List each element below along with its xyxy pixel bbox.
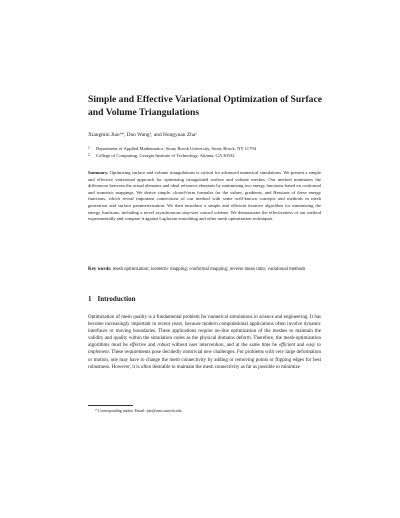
affiliation-text: College of Computing, Georgia Institute of Technology, Atlanta, GA 30332 — [96, 153, 235, 158]
emphasis-efficient: efficient — [279, 343, 296, 349]
introduction-paragraph — [88, 314, 321, 371]
paper-title: Simple and Effective Variational Optimization of Surface and Volume Triangulations — [88, 94, 322, 118]
abstract-label: Summary. — [88, 170, 109, 175]
keywords-label: Key words: — [88, 267, 112, 272]
section-number: 1 — [88, 295, 92, 303]
affiliation-number: 2 — [88, 153, 90, 157]
keywords-text: mesh optimization; isometric mapping; conformal mapping; inverse mean ratio; variational methods — [112, 267, 306, 272]
intro-text: and — [146, 343, 158, 349]
emphasis-easy-to-implement: easy to implement — [88, 343, 321, 356]
author-list: Xiangmin Jiao¹*, Duo Wang¹, and Hongyuan Zha² — [88, 132, 197, 138]
emphasis-robust: robust — [157, 343, 170, 349]
section-title: Introduction — [97, 295, 136, 303]
affiliation-1 — [88, 145, 256, 152]
section-heading — [88, 295, 136, 303]
footnote: * Corresponding author. Email: jiao@ams.sunysb.edu. — [95, 408, 183, 413]
intro-text: and — [295, 343, 307, 349]
abstract-text: Optimizing surface and volume triangulations is critical for advanced numerical simulations. We present a simple and effective variational approach for optimizing triangulated surface and volume meshes. Our method minimizes the differences between the actual elements and ideal reference elements by minimizing two energy functions based on conformal and isometric mappings. We derive simple, closed-form formulas for the values, gradients, and Hessians of these energy functions, which reveal important connections of our method with some well-known concepts and methods in mesh generation and surface parameterization. We then introduce a simple and efficient iterative algorithm for minimizing the energy functions, including a novel asynchronous step-size control scheme. We demonstrate the effectiveness of our method experimentally and compare it against Laplacian smoothing and other mesh optimization techniques. — [88, 170, 321, 222]
keywords — [88, 267, 321, 274]
abstract — [88, 170, 321, 223]
emphasis-effective: effective — [129, 343, 147, 349]
affiliation-2 — [88, 152, 235, 159]
intro-text: Optimization of mesh quality is a fundamental problem for numerical simulations in science and engineering. It has become increasingly important in recent years, because modern computational applications often involve dynamic interfaces or moving boundaries. These applications require on-line optimization of the meshes to maintain the validity and quality within the simulation codes as the physical domains deform. Therefore, the mesh-optimization algorithms must be — [88, 315, 321, 349]
intro-text: . These requirements pose decidedly nontrivial new challenges. For problems with very large deformation or motion, one may have to change the mesh connectivity by adding or removing points or flipping edges for best robustness. However, it is often desirable to maintain the mesh connectivity as far as possible to minimize — [88, 350, 321, 370]
intro-text: without user intervention, and at the same time be — [169, 343, 280, 349]
affiliation-text: Department of Applied Mathematics, Stony Brook University, Stony Brook, NY 11794 — [96, 146, 256, 151]
footnote-rule — [88, 405, 133, 406]
affiliation-number: 1 — [88, 146, 90, 150]
